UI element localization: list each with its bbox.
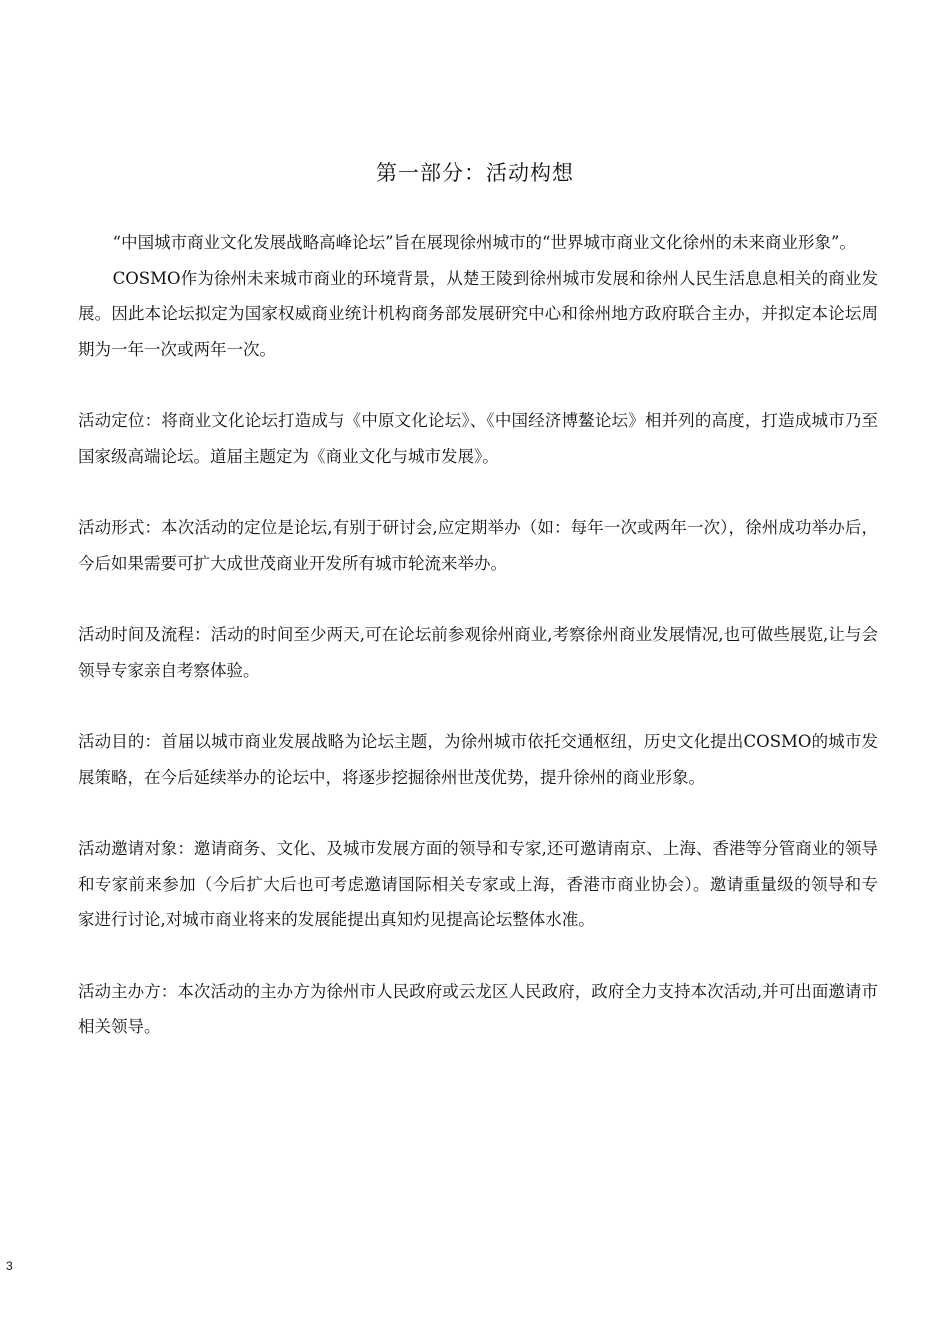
positioning-paragraph: 活动定位：将商业文化论坛打造成与《中原文化论坛》、《中国经济博鳌论坛》相并列的高度，打造成城市乃至国家级高端论坛。道届主题定为《商业文化与城市发展》。 [78,411,878,466]
schedule-paragraph: 活动时间及流程：活动的时间至少两天,可在论坛前参观徐州商业,考察徐州商业发展情况,也可做些展览,让与会领导专家亲自考察体验。 [78,625,878,680]
background-paragraph: COSMO作为徐州未来城市商业的环境背景，从楚王陵到徐州城市发展和徐州人民生活息息相关的商业发展。因此本论坛拟定为国家权威商业统计机构商务部发展研究中心和徐州地方政府联合主办，并拟定本论坛周期为一年一次或两年一次。 [78,268,878,359]
intro-paragraph: “中国城市商业文化发展战略高峰论坛”旨在展现徐州城市的“世界城市商业文化徐州的未来商业形象”。 [112,233,856,252]
purpose-paragraph: 活动目的：首届以城市商业发展战略为论坛主题，为徐州城市依托交通枢纽，历史文化提出COSMO的城市发展策略，在今后延续举办的论坛中，将逐步挖掘徐州世茂优势，提升徐州的商业形象。 [78,732,878,787]
format-paragraph: 活动形式：本次活动的定位是论坛,有别于研讨会,应定期举办（如：每年一次或两年一次），徐州成功举办后，今后如果需要可扩大成世茂商业开发所有城市轮流来举办。 [78,518,878,573]
organizer-paragraph: 活动主办方：本次活动的主办方为徐州市人民政府或云龙区人民政府，政府全力支持本次活动,并可出面邀请市相关领导。 [78,981,878,1036]
invitees-paragraph: 活动邀请对象：邀请商务、文化、及城市发展方面的领导和专家,还可邀请南京、上海、香港等分管商业的领导和专家前来参加（今后扩大后也可考虑邀请国际相关专家或上海，香港市商业协会）。邀请重量级的领导和专家进行讨论,对城市商业将来的发展能提出真知灼见提高论坛整体水准。 [78,839,878,929]
document-body [78,225,878,1045]
section-title: 第一部分：活动构想 [376,161,574,185]
page-number: 3 [6,1259,13,1273]
